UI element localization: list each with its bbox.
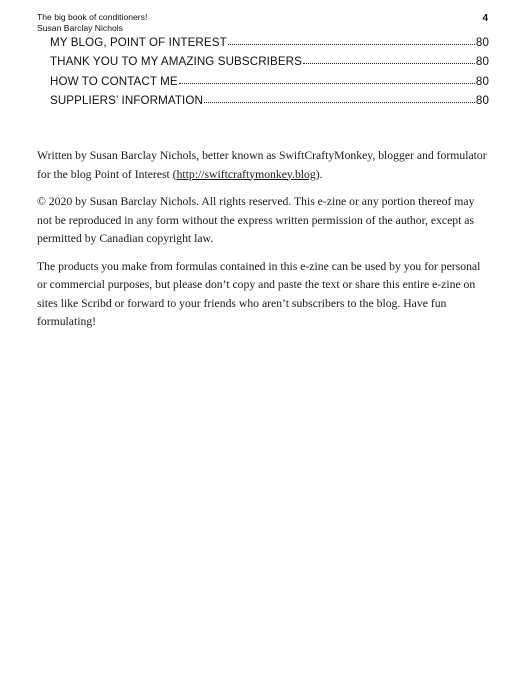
intro-text: Written by Susan Barclay Nichols, better known as SwiftCraftyMonkey, blogger and formulator for the blog Point of Interest ( xyxy=(37,149,487,181)
table-of-contents xyxy=(50,36,489,113)
toc-entry[interactable] xyxy=(50,36,489,55)
toc-entry-title: SUPPLIERS’ INFORMATION xyxy=(50,93,203,107)
toc-entry-title: THANK YOU TO MY AMAZING SUBSCRIBERS xyxy=(50,55,302,69)
toc-leader-dots xyxy=(228,35,475,45)
running-header xyxy=(37,12,147,34)
page-number: 4 xyxy=(482,13,488,24)
toc-entry[interactable] xyxy=(50,55,489,74)
body-text xyxy=(37,147,489,341)
toc-entry-page: 80 xyxy=(475,36,489,49)
blog-link[interactable]: http://swiftcraftymonkey.blog xyxy=(176,167,316,181)
toc-entry-title: HOW TO CONTACT ME xyxy=(50,74,178,88)
intro-text-end: ). xyxy=(315,167,323,181)
usage-paragraph: The products you make from formulas contained in this e-zine can be used by you for personal or commercial purposes, but please don’t copy and paste the text or share this entire e-zine on sites like Scribd or forward to your friends who aren’t subscribers to the blog. Have fun formulating! xyxy=(37,259,481,328)
copyright-paragraph: © 2020 by Susan Barclay Nichols. All rights reserved. This e-zine or any portion thereof may not be reproduced in any form without the express written permission of the author, except as permitted by Canadian copyright law. xyxy=(37,195,475,245)
toc-entry[interactable] xyxy=(50,75,489,94)
book-title: The big book of conditioners! xyxy=(37,12,148,22)
toc-entry-page: 80 xyxy=(475,93,489,107)
toc-entry-page: 80 xyxy=(475,55,489,69)
toc-entry-page: 80 xyxy=(475,74,489,88)
toc-entry-title: MY BLOG, POINT OF INTEREST xyxy=(50,36,227,49)
toc-leader-dots xyxy=(303,54,475,64)
toc-leader-dots xyxy=(179,74,475,84)
toc-leader-dots xyxy=(204,93,475,103)
intro-paragraph xyxy=(37,147,489,184)
toc-entry[interactable] xyxy=(50,94,489,113)
author-name: Susan Barclay Nichols xyxy=(37,23,123,33)
